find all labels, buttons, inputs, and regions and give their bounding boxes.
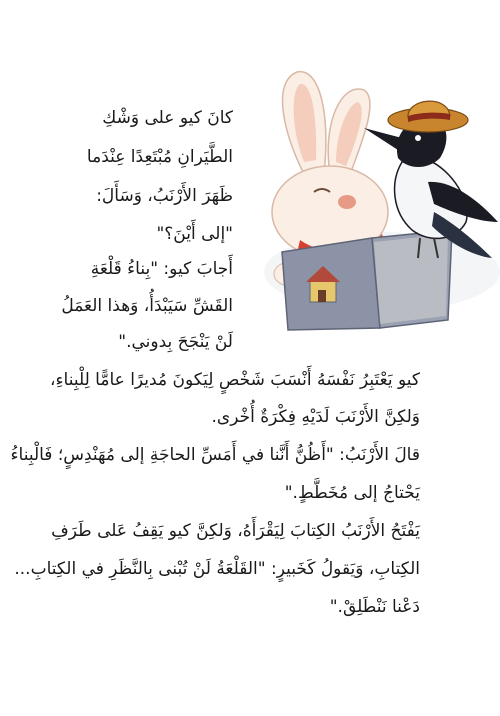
story-line: "إلى أَيْنَ؟" [156, 224, 233, 244]
story-line: كانَ كيو على وَشْكِ [102, 108, 233, 128]
story-line: وَلكِنَّ الأَرْنَبَ لَدَيْهِ فِكْرَةٌ أُخْرى. [211, 407, 420, 427]
story-line: القَشِّ سَيَبْدَأُ، وَهذا العَمَلُ [61, 296, 233, 316]
rabbit-and-magpie-illustration [252, 62, 500, 332]
story-line: دَعْنا نَنْطَلِقْ." [329, 597, 420, 617]
story-line: يَفْتَحُ الأَرْنَبُ الكِتابَ لِيَقْرَأَهُ، وَلكِنَّ كيو يَقِفُ عَلى طَرَفِ [51, 521, 420, 541]
story-line: الكِتابِ، وَيَقولُ كَخَبيرٍ: "القَلْعَةُ لَنْ تُبْنى بِالنَّظَرِ في الكِتابِ... [14, 559, 420, 579]
story-line: كيو يَعْتَبِرُ نَفْسَهُ أَنْسَبَ شَخْصٍ لِيَكونَ مُديرًا عامًّا لِلْبِناءِ، [50, 370, 420, 390]
story-line: الطَّيَرانِ مُبْتَعِدًا عِنْدَما [86, 147, 233, 167]
story-line: قالَ الأَرْنَبُ: "أَظُنُّ أَنَّنا في أَمَسِّ الحاجَةِ إلى مُهَنْدِسٍ؛ فَالْبِناءُ [10, 445, 420, 465]
story-line: لَنْ يَنْجَحَ بِدوني." [118, 332, 233, 352]
story-line: أَجابَ كيو: "بِناءُ قَلْعَةِ [90, 259, 233, 279]
story-line: ظَهَرَ الأَرْنَبُ، وَسَأَلَ: [96, 186, 233, 206]
story-line: يَحْتاجُ إلى مُخَطَّطٍ." [284, 483, 420, 503]
